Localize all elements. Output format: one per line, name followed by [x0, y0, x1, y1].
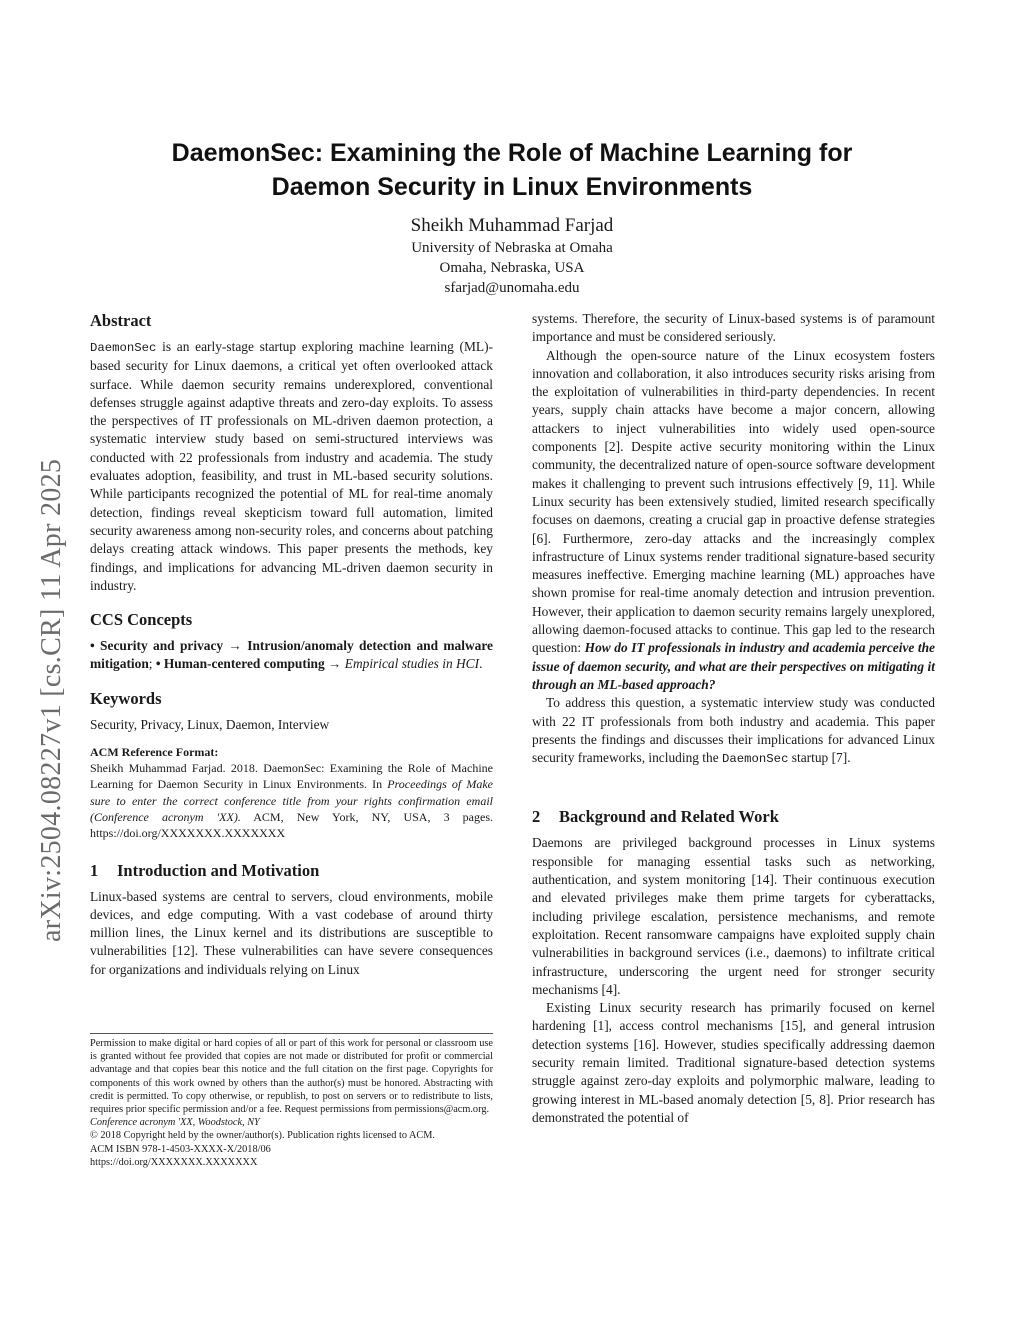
ccs-arrow-2: → [324, 656, 345, 672]
acm-ref-heading: ACM Reference Format: [90, 745, 219, 760]
title-line-2: Daemon Security in Linux Environments [271, 173, 753, 201]
abstract-lead: DaemonSec [90, 341, 157, 355]
ccs-concept-3: • Human-centered computing [155, 656, 325, 672]
permission-footnote [90, 1033, 493, 1169]
section2-heading [532, 806, 935, 828]
permission-text: Permission to make digital or hard copies of all or part of this work for personal or classroom use is granted without fee provided that copies are not made or distributed for profit or commercial advantage and that copies bear this notice and the full citation on the first page. Copyrights for components of this work owned by others than the author(s) must be honored. Abstracting with credit is permitted. To copy otherwise, or republish, to post on servers or to redistribute to lists, requires prior specific permission and/or a fee. Request permissions from permissions@acm.org. [90, 1038, 493, 1116]
section1-p3-body: To address this question, a systematic interview study was conducted with 22 IT professionals from both industry and academia. This paper presents the findings and discusses their implications for advanced Linux security frameworks, including the [532, 695, 935, 766]
ccs-concept-1: • Security and privacy [90, 638, 224, 654]
author-email: sfarjad@unomaha.edu [444, 280, 580, 296]
abstract-text [90, 338, 493, 595]
author-block [312, 214, 712, 298]
acm-ref-proceedings: Proceedings of Make sure to enter the correct conference title from your rights confirmation email (Conference acronym 'XX). [90, 777, 493, 824]
ccs-text [90, 637, 493, 674]
ccs-arrow-1: → [223, 638, 248, 654]
keywords-text: Security, Privacy, Linux, Daemon, Interview [90, 716, 330, 732]
acm-ref-part1: Sheikh Muhammad Farjad. 2018. DaemonSec: Examining the Role of Machine Learning for Daemon Security in Linux Environments. In [90, 761, 493, 792]
acm-ref-text [90, 760, 493, 841]
right-column [532, 310, 935, 1127]
section1-p2-body: Although the open-source nature of the Linux ecosystem fosters innovation and collaboration, it also introduces security risks arising from the exploitation of vulnerabilities in third-party dependencies. In recent years, supply chain attacks have become a major concern, allowing attackers to inject vulnerabilities into widely used open-source components [2]. Despite active security monitoring within the Linux community, the decentralized nature of open-source software development makes it challenging to prevent such intrusions effectively [9, 11]. While Linux security has been extensively studied, limited research specifically focuses on daemons, creating a crucial gap in proactive defense strategies [6]. Furthermore, zero-day attacks and the increasingly complex infrastructure of Linux systems render traditional signature-based security measures ineffective. Emerging machine learning (ML) approaches have shown promise for real-time anomaly detection and intrusion prevention. However, their application to daemon security remains largely unexplored, allowing daemon-focused attacks to continue. This gap led to the research question: [532, 347, 935, 656]
section2-p1: Daemons are privileged background processes in Linux systems responsible for managing essential tasks such as networking, authentication, and system monitoring [14]. Their continuous execution and elevated privileges make them prime targets for cyberattacks, including privilege escalation, persistence mechanisms, and remote exploitation. Recent ransomware campaigns have exploited supply chain vulnerabilities in background services (i.e., daemons) to infiltrate critical infrastructure, underscoring the urgent need for stronger security mechanisms [4]. [532, 835, 935, 997]
section1-number: 1 [90, 860, 99, 880]
abstract-body: is an early-stage startup exploring machine learning (ML)-based security for Linux daemons, a critical yet often overlooked attack surface. While daemon security remains underexplored, conventional defenses struggle against adaptive threats and zero-day exploits. To assess the perspectives of IT professionals on ML-driven daemon protection, a systematic interview study based on semi-structured interviews was conducted with 22 professionals from industry and academia. The study evaluates adoption, feasibility, and trust in ML-based security solutions. While participants recognized the potential of ML for real-time anomaly detection, findings reveal skepticism toward full automation, limited security awareness among non-security roles, and concerns about patching delays creating attack windows. This paper presents the methods, key findings, and implications for advancing ML-driven daemon security in industry. [90, 339, 493, 593]
conference-line: Conference acronym 'XX, Woodstock, NY [90, 1117, 260, 1129]
ccs-concept-4: Empirical studies in HCI [344, 656, 480, 672]
section1-p3 [532, 694, 935, 768]
left-column [90, 310, 493, 979]
ccs-concept-2: Intrusion/anomaly detection and malware mitigation [90, 638, 493, 672]
title-line-1: DaemonSec: Examining the Role of Machine Learning for [171, 139, 853, 167]
section1-p1: Linux-based systems are central to servers, cloud environments, mobile devices, and edge computing. With a vast codebase of around thirty million lines, the Linux kernel and its distributions are susceptible to vulnerabilities [12]. These vulnerabilities can have severe consequences for organizations and individuals relying on Linux [90, 888, 493, 977]
arxiv-stamp: arXiv:2504.08227v1 [cs.CR] 11 Apr 2025 [36, 458, 67, 942]
isbn-line: ACM ISBN 978-1-4503-XXXX-X/2018/06 [90, 1143, 271, 1155]
daemonsec-mono: DaemonSec [722, 752, 789, 767]
section2-title: Background and Related Work [559, 807, 779, 827]
author-location: Omaha, Nebraska, USA [439, 260, 585, 276]
section2-number: 2 [532, 807, 541, 827]
section1-p2 [532, 347, 935, 695]
section1-heading [90, 860, 493, 882]
research-question: How do IT professionals in industry and academia perceive the issue of daemon security, and what are their perspectives on mitigating it through an ML-based approach? [532, 640, 935, 692]
abstract-heading: Abstract [90, 311, 152, 330]
doi-line: https://doi.org/XXXXXXX.XXXXXXX [90, 1156, 258, 1168]
copyright-line: © 2018 Copyright held by the owner/author(s). Publication rights licensed to ACM. [90, 1130, 436, 1142]
section1-title: Introduction and Motivation [117, 860, 320, 880]
author-affiliation: University of Nebraska at Omaha [411, 240, 613, 256]
ccs-sep: ; [148, 656, 156, 672]
paper-title [112, 136, 912, 204]
section1-p3-end: startup [7]. [788, 750, 851, 766]
keywords-heading: Keywords [90, 688, 162, 708]
ccs-end: . [479, 656, 483, 672]
acm-ref-part2: ACM, New York, NY, USA, 3 pages. https://doi.org/XXXXXXX.XXXXXXX [90, 809, 493, 841]
section1-p1-continued: systems. Therefore, the security of Linux-based systems is of paramount importance and must be considered seriously. [532, 311, 935, 345]
ccs-heading: CCS Concepts [90, 610, 193, 630]
author-name: Sheikh Muhammad Farjad [410, 215, 614, 236]
section2-p2: Existing Linux security research has primarily focused on kernel hardening [1], access control mechanisms [15], and general intrusion detection systems [16]. However, studies specifically addressing daemon security remain limited. Traditional signature-based detection systems struggle against zero-day exploits and polymorphic malware, leading to growing interest in ML-based anomaly detection [5, 8]. Prior research has demonstrated the potential of [532, 1000, 935, 1125]
